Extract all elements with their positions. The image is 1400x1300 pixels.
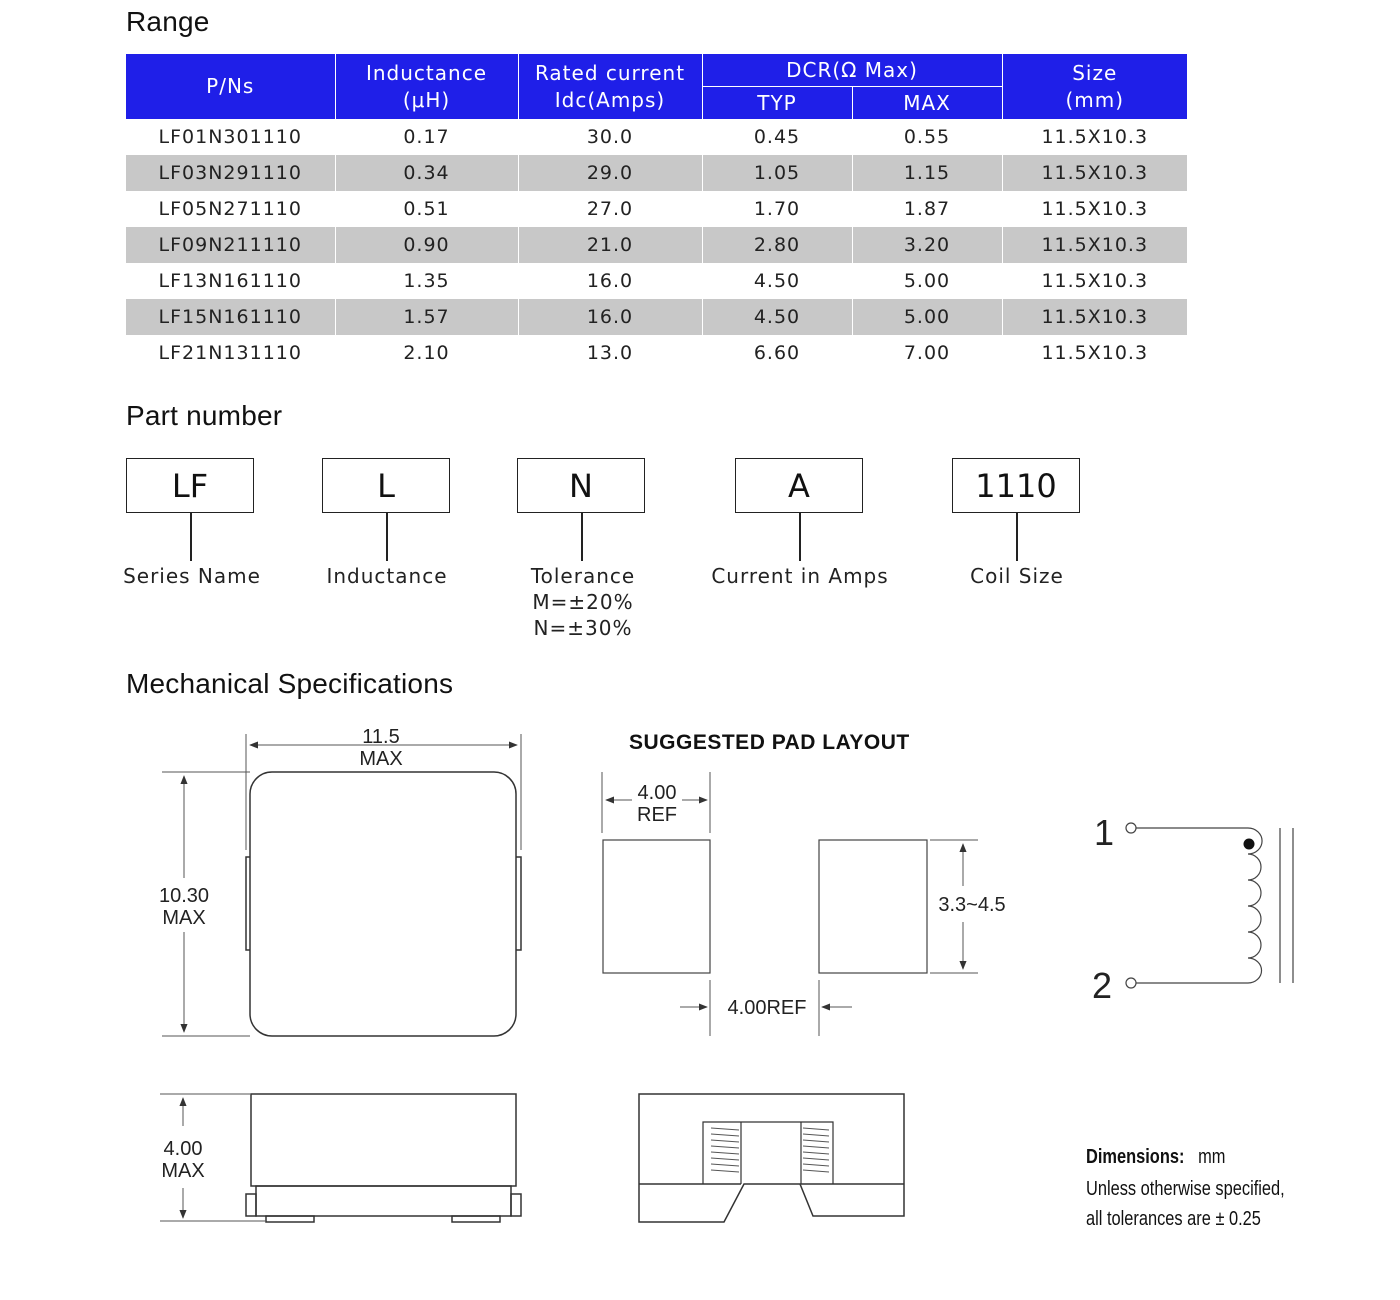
table-row	[126, 191, 1187, 227]
part-box-inductance: L	[322, 458, 450, 513]
cell-inductance: 0.90	[335, 227, 518, 263]
cell-current: 16.0	[518, 263, 702, 299]
cell-dcr-typ: 2.80	[702, 227, 852, 263]
cell-size: 11.5X10.3	[1002, 263, 1187, 299]
part-box-series: LF	[126, 458, 254, 513]
tolerance-note-line2: all tolerances are ± 0.25	[1086, 1208, 1261, 1230]
polarity-dot	[1244, 839, 1255, 850]
pad-layout-title: SUGGESTED PAD LAYOUT	[629, 731, 910, 754]
cell-current: 30.0	[518, 119, 702, 155]
header-inductance-line2: (μH)	[402, 87, 451, 112]
dimensions-note	[1086, 1146, 1225, 1169]
cell-inductance: 1.35	[335, 263, 518, 299]
pad-layout	[603, 840, 927, 973]
tolerance-note-line1: Unless otherwise specified,	[1086, 1178, 1285, 1200]
header-inductance	[335, 54, 518, 119]
cell-dcr-max: 0.55	[852, 119, 1002, 155]
cell-size: 11.5X10.3	[1002, 119, 1187, 155]
tolerance-m: M=±20%	[532, 590, 634, 614]
cell-size: 11.5X10.3	[1002, 335, 1187, 371]
cell-pn: LF09N211110	[126, 227, 335, 263]
cell-pn: LF21N131110	[158, 342, 302, 364]
cell-dcr-max: 1.87	[852, 191, 1002, 227]
pad-gap-value: 4.00REF	[727, 997, 807, 1019]
cell-inductance: 0.34	[335, 155, 518, 191]
cell-size: 11.5X10.3	[1002, 299, 1187, 335]
cell-dcr-typ: 1.05	[702, 155, 852, 191]
cell-dcr-typ: 1.70	[702, 191, 852, 227]
dimensions-label: Dimensions:	[1086, 1146, 1185, 1168]
width-value: 11.5	[362, 726, 400, 748]
dimensions-unit: mm	[1198, 1146, 1226, 1168]
part-connector	[581, 513, 583, 561]
height-value: 10.30	[158, 885, 210, 907]
thickness-max: MAX	[161, 1160, 205, 1182]
cell-current: 27.0	[518, 191, 702, 227]
cell-inductance: 1.57	[335, 299, 518, 335]
header-size	[1002, 54, 1187, 119]
cell-size: 11.5X10.3	[1002, 155, 1187, 191]
header-current-line2: Idc(Amps)	[554, 87, 666, 112]
cell-current: 16.0	[518, 299, 702, 335]
cell-current: 21.0	[518, 227, 702, 263]
header-max: MAX	[852, 87, 1002, 120]
cell-current: 13.0	[518, 335, 702, 371]
part-connector	[190, 513, 192, 561]
header-size-line1: Size	[1072, 60, 1118, 85]
range-title: Range	[126, 6, 210, 37]
header-dcr: DCR(Ω Max)	[702, 54, 1002, 87]
part-label-current: Current in Amps	[711, 564, 889, 588]
part-box-tolerance: N	[517, 458, 645, 513]
cell-size: 11.5X10.3	[1002, 191, 1187, 227]
cell-dcr-max: 7.00	[852, 335, 1002, 371]
pad-width-ref: REF	[637, 804, 677, 826]
cell-dcr-max: 5.00	[852, 299, 1002, 335]
cell-inductance: 0.51	[335, 191, 518, 227]
part-label-coil-size: Coil Size	[970, 564, 1064, 588]
cross-section-view	[639, 1094, 904, 1222]
range-table	[126, 54, 1187, 371]
table-row	[126, 263, 1187, 299]
part-label-tolerance	[463, 563, 703, 641]
part-box-coil-size: 1110	[952, 458, 1080, 513]
pin-1-label: 1	[1094, 812, 1115, 853]
height-max: MAX	[162, 907, 206, 929]
mechanical-title: Mechanical Specifications	[126, 668, 454, 699]
header-pn: P/Ns	[126, 54, 335, 119]
header-inductance-line1: Inductance	[365, 60, 487, 85]
table-row	[126, 227, 1187, 263]
part-box-current: A	[735, 458, 863, 513]
cell-dcr-typ: 4.50	[702, 263, 852, 299]
table-row	[126, 119, 1187, 155]
cell-pn: LF05N271110	[158, 198, 302, 220]
cell-pn: LF13N161110	[158, 270, 302, 292]
header-size-line2: (mm)	[1065, 87, 1125, 112]
part-label-inductance: Inductance	[326, 564, 448, 588]
cell-inductance: 2.10	[335, 335, 518, 371]
cell-current: 29.0	[518, 155, 702, 191]
side-view	[246, 1094, 521, 1222]
table-row	[126, 155, 1187, 191]
header-typ: TYP	[702, 87, 852, 120]
width-max: MAX	[359, 748, 403, 770]
mechanical-drawing	[0, 700, 1400, 1260]
inductor-schematic	[1126, 823, 1293, 988]
cell-size: 11.5X10.3	[1002, 227, 1187, 263]
table-row	[126, 335, 1187, 371]
cell-dcr-max: 5.00	[852, 263, 1002, 299]
thickness-value: 4.00	[163, 1138, 203, 1160]
cell-pn: LF03N291110	[126, 155, 335, 191]
part-label-series: Series Name	[123, 564, 261, 588]
cell-dcr-max: 3.20	[852, 227, 1002, 263]
cell-dcr-typ: 6.60	[702, 335, 852, 371]
tolerance-n: N=±30%	[533, 616, 633, 640]
part-connector	[799, 513, 801, 561]
cell-inductance: 0.17	[335, 119, 518, 155]
table-row	[126, 299, 1187, 335]
cell-dcr-max: 1.15	[852, 155, 1002, 191]
header-rated-current	[518, 54, 702, 119]
pad-width-value: 4.00	[637, 782, 677, 804]
pad-height-value: 3.3~4.5	[938, 894, 1006, 916]
cell-pn: LF15N161110	[126, 299, 335, 335]
pin-2-label: 2	[1092, 965, 1113, 1006]
top-view	[246, 772, 521, 1036]
part-connector	[1016, 513, 1018, 561]
part-number-title: Part number	[126, 400, 283, 431]
header-current-line1: Rated current	[534, 60, 686, 85]
cell-dcr-typ: 0.45	[702, 119, 852, 155]
tolerance-label: Tolerance	[530, 564, 636, 588]
cell-dcr-typ: 4.50	[702, 299, 852, 335]
part-connector	[386, 513, 388, 561]
cell-pn: LF01N301110	[158, 126, 302, 148]
